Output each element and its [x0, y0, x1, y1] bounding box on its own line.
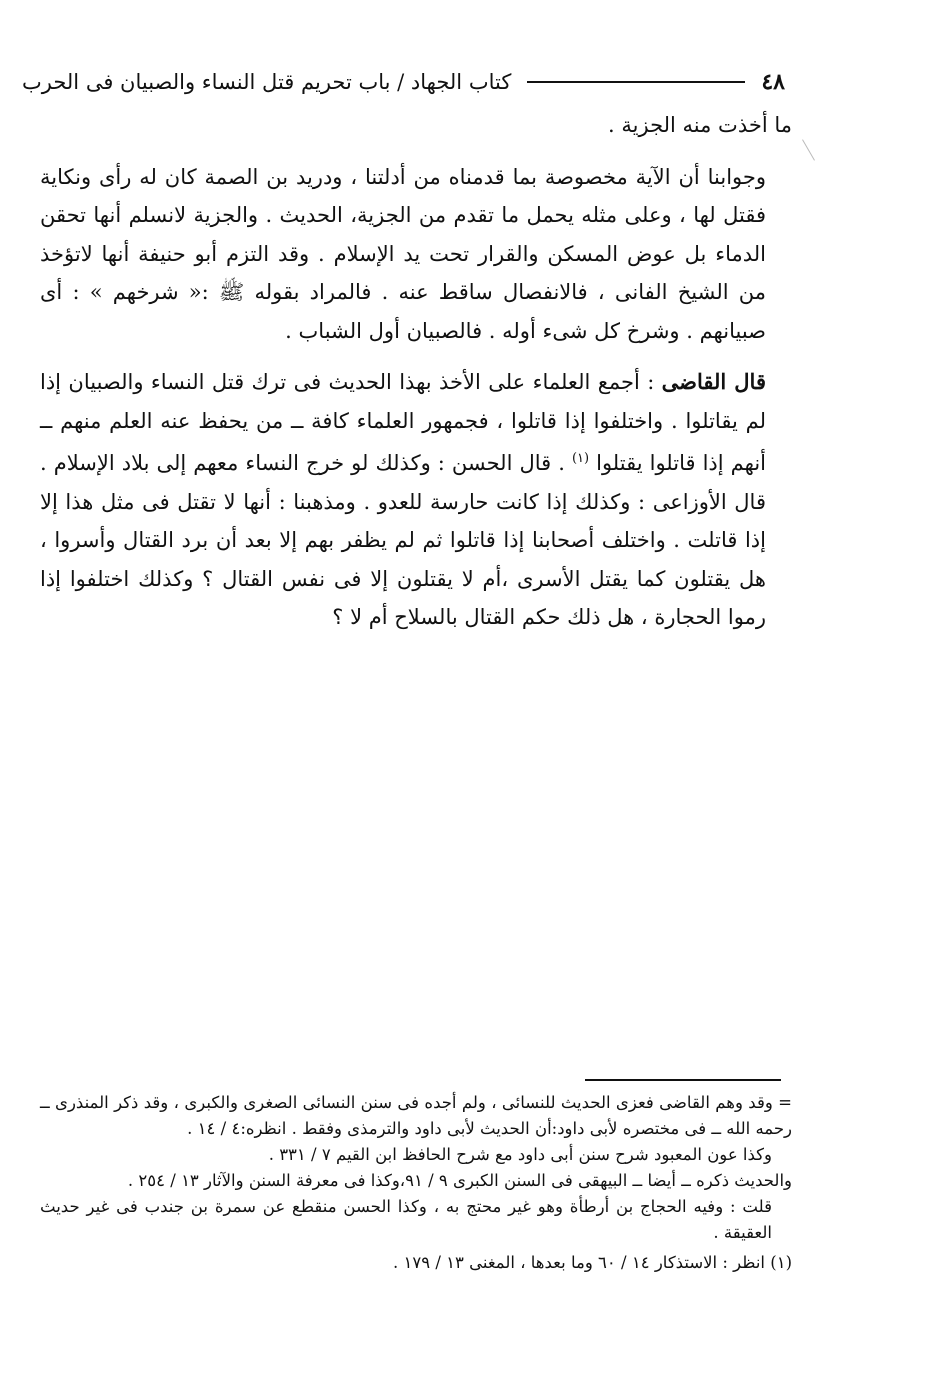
page-number: ٤٨ — [761, 69, 785, 95]
running-title: كتاب الجهاد / باب تحريم قتل النساء والصبيان فى الحرب — [22, 70, 512, 94]
header-rule — [527, 81, 745, 83]
footnote-continuation-1: = وقد وهم القاضى فعزى الحديث للنسائى ، ولم أجده فى سنن النسائى الصغرى والكبرى ، وقد ذكر المنذرى ــ رحمه الله ــ فى مختصره لأبى داود:أن الحديث لأبى داود والترمذى وفقط . انظره:٤ / ١٤ . — [40, 1093, 792, 1138]
footnote-ref: (١) — [571, 451, 590, 466]
paragraph-3-text-a: : أجمع العلماء على الأخذ بهذا الحديث فى ترك قتل النساء والصبيان إذا لم يقاتلوا . واختلفوا إذا قاتلوا ، فجمهور العلماء كافة ــ من يحفظ عنه العلم منهم ــ أنهم إذا قاتلوا يقتلوا — [40, 370, 766, 475]
scan-mark — [802, 139, 815, 160]
paragraph-3-lead: قال القاضى — [661, 369, 766, 394]
paragraph-1: ما أخذت منه الجزية . — [608, 113, 792, 137]
footnotes — [40, 1090, 792, 1276]
footnote-1: (١) انظر : الاستذكار ١٤ / ٦٠ وما بعدها ، المغنى ١٣ / ١٧٩ . — [392, 1253, 792, 1272]
main-text — [40, 106, 792, 637]
footnote-continuation-3: والحديث ذكره ــ أيضا ــ البيهقى فى السنن الكبرى ٩ / ٩١،وكذا فى معرفة السنن والآثار ١٣ / ٢٥٤ . — [127, 1171, 792, 1190]
paragraph-3-text-b: . قال الحسن : وكذلك لو خرج النساء معهم إلى بلاد الإسلام . قال الأوزاعى : وكذلك إذا كانت حارسة للعدو . ومذهبنا : أنها لا تقتل فى مثل هذا إلا إذا قاتلت . واختلف أصحابنا إذا قاتلوا ثم لم يظفر بهم إلا بعد أن برد القتال وأسروا ، هل يقتلون كما يقتل الأسرى ،أم لا يقتلون إلا فى نفس القتال ؟ وكذلك اختلفوا إذا رموا الحجارة ، هل ذلك حكم القتال بالسلاح أم لا ؟ — [40, 451, 766, 629]
footnote-rule — [585, 1079, 781, 1081]
footnote-continuation-4: قلت : وفيه الحجاج بن أرطأة وهو غير محتج به ، وكذا الحسن منقطع عن سمرة بن جندب فى غير حديث العقيقة . — [40, 1197, 772, 1242]
page-header — [22, 62, 802, 102]
paragraph-2: وجوابنا أن الآية مخصوصة بما قدمناه من أدلتنا ، ودريد بن الصمة كان له رأى ونكاية فقتل لها ، وعلى مثله يحمل ما تقدم من الجزية، الحديث . والجزية لانسلم أنها تحقن الدماء بل عوض المسكن والقرار تحت يد الإسلام . وقد التزم أبو حنيفة أنها لاتؤخذ من الشيخ الفانى ، فالانفصال ساقط عنه . فالمراد بقوله ﷺ :« شرخهم » : أى صبيانهم . وشرخ كل شىء أوله . فالصبيان أول الشباب . — [40, 164, 766, 343]
footnote-continuation-2: وكذا عون المعبود شرح سنن أبى داود مع شرح الحافظ ابن القيم ٧ / ٣٣١ . — [268, 1145, 772, 1164]
paragraph-3 — [40, 363, 792, 637]
